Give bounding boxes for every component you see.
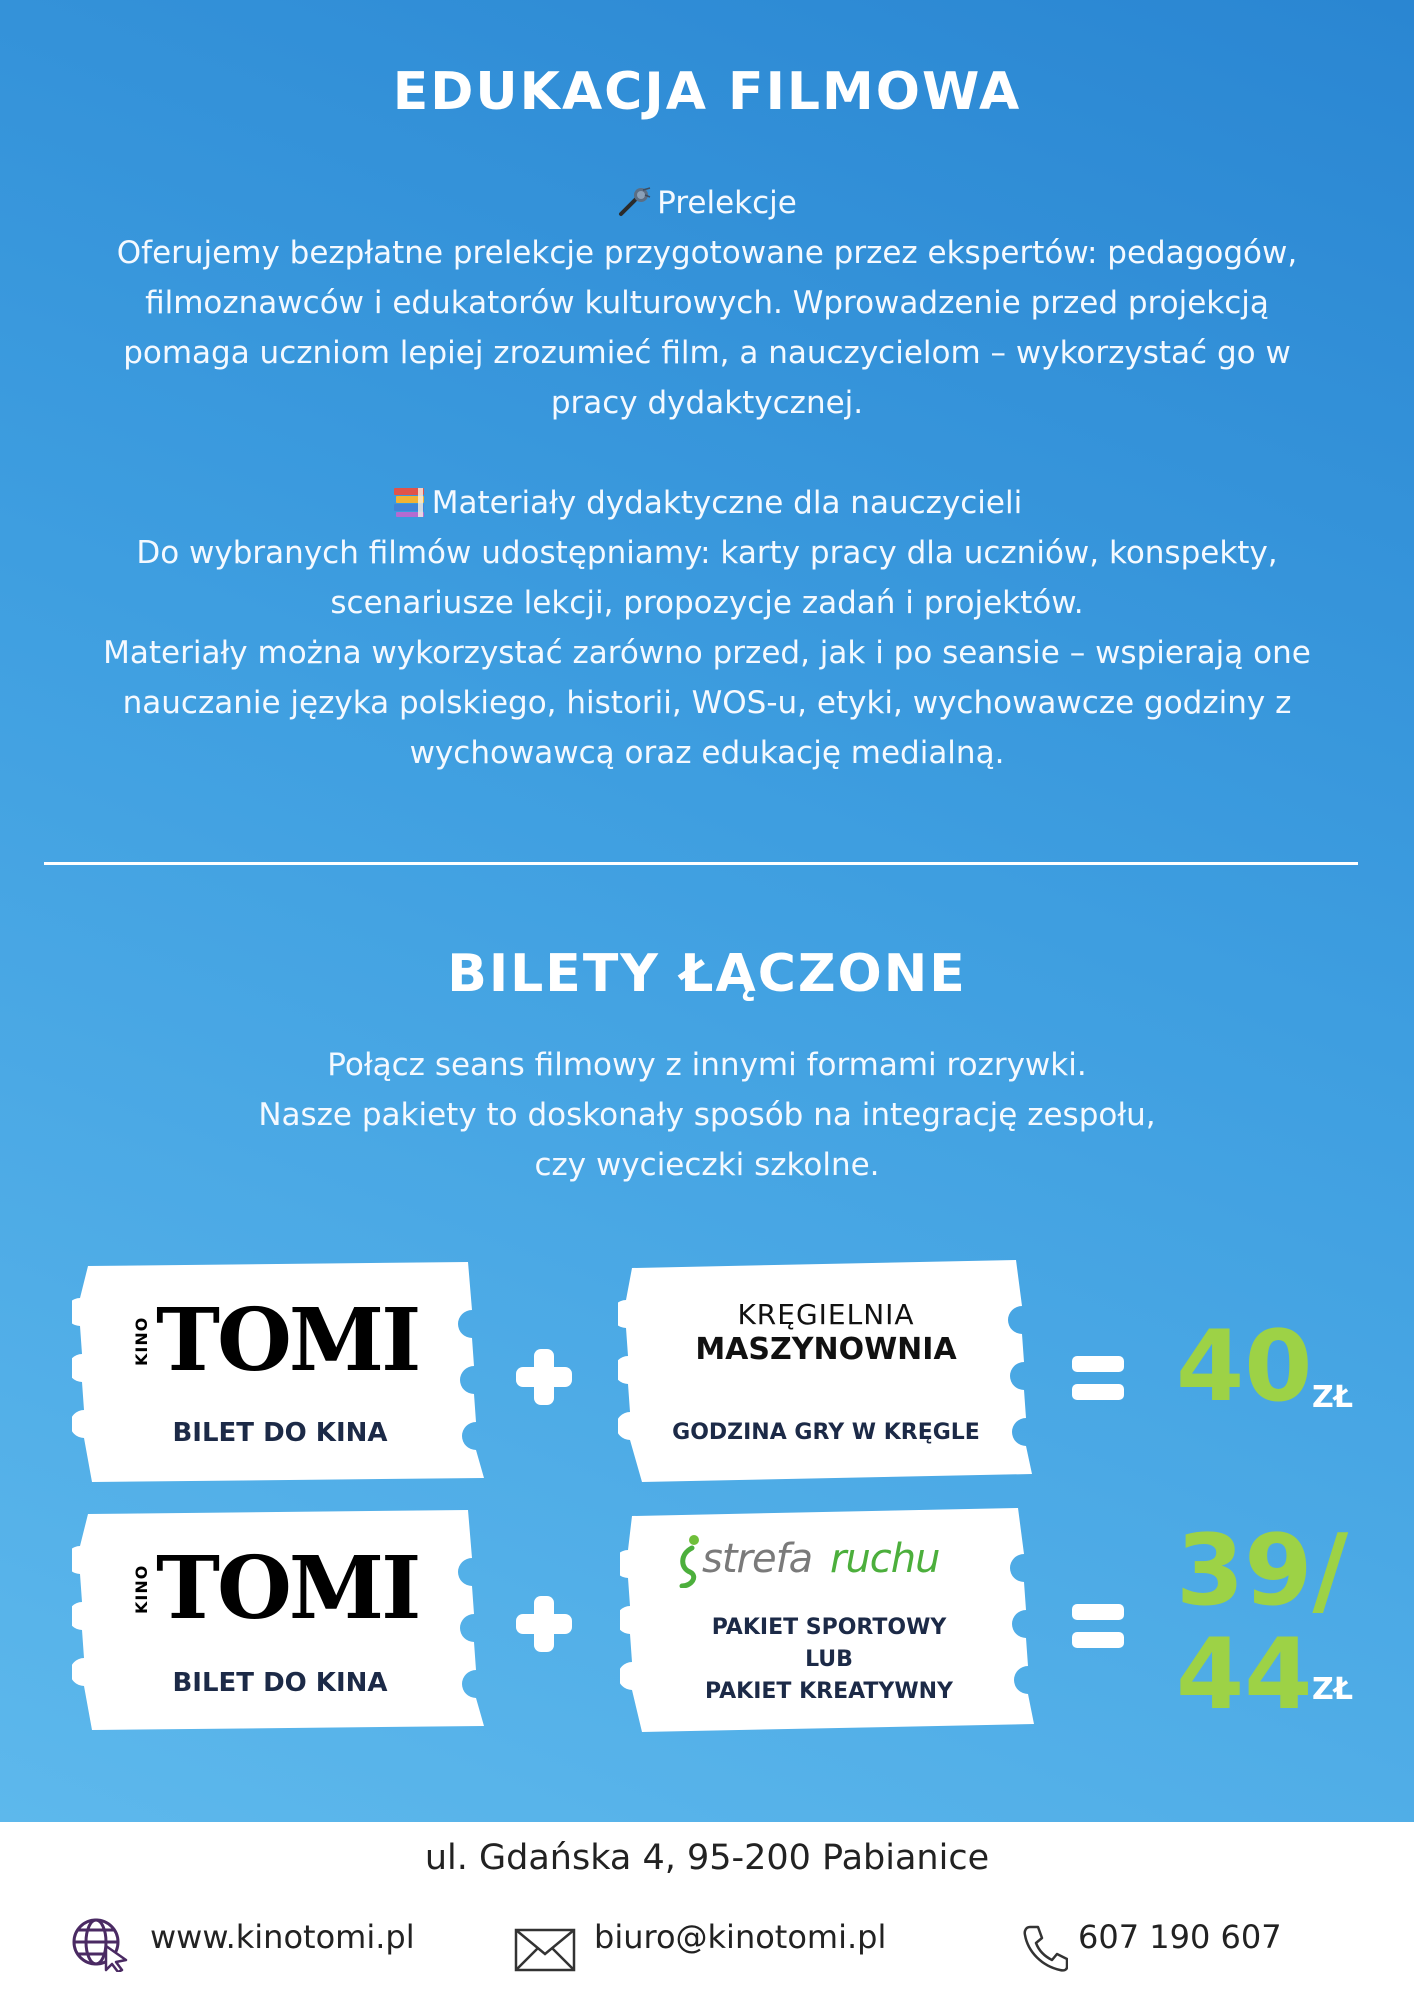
prelekcje-heading: Prelekcje [657,185,797,221]
prelekcje-line: pomaga uczniom lepiej zrozumieć film, a nauczycielom – wykorzystać go w [123,335,1291,371]
plus-icon [514,1594,574,1654]
ticket-caption: GODZINA GRY W KRĘGLE [672,1420,980,1445]
equals-icon [1072,1352,1124,1404]
price-offer-2-line1: 39/ [1176,1514,1349,1628]
prelekcje-heading-row [20,178,1394,228]
tomi-logo-text: TOMI [156,1538,419,1639]
equals-icon [1072,1600,1124,1652]
ticket-kino-offer-2 [72,1510,488,1730]
ticket-caption: BILET DO KINA [172,1668,388,1698]
section-divider [44,862,1358,865]
prelekcje-line: Oferujemy bezpłatne prelekcje przygotowane przez ekspertów: pedagogów, [116,235,1298,271]
ticket-caption [620,1612,1038,1708]
price-offer-1: 40 [1176,1310,1313,1424]
prelekcje-block [20,178,1394,428]
tomi-logo-text: TOMI [156,1290,419,1391]
currency-offer-1: ZŁ [1312,1380,1354,1415]
materialy-block [20,478,1394,778]
strefa-logo-text: strefa [702,1536,813,1582]
bilety-intro-line: Połącz seans filmowy z innymi formami rozrywki. [327,1047,1087,1083]
prelekcje-line: pracy dydaktycznej. [550,385,864,421]
prelekcje-line: filmoznawców i edukatorów kulturowych. Wprowadzenie przed projekcją [145,285,1269,321]
materialy-line: wychowawcą oraz edukację medialną. [409,735,1005,771]
footer-address: ul. Gdańska 4, 95-200 Pabianice [424,1838,990,1878]
bilety-intro [20,1040,1394,1190]
materialy-line: nauczanie języka polskiego, historii, WOS-u, etyki, wychowawcze godziny z [122,685,1292,721]
ticket-kregielnia [618,1260,1034,1482]
kino-logo-text: KINO [132,1316,151,1366]
website-link[interactable]: www.kinotomi.pl [150,1918,415,1956]
bilety-intro-line: czy wycieczki szkolne. [534,1147,880,1183]
kregielnia-logo-line1: KRĘGIELNIA [737,1298,915,1331]
bilety-intro-line: Nasze pakiety to doskonały sposób na integrację zespołu, [258,1097,1156,1133]
envelope-icon [514,1928,576,1972]
materialy-heading: Materiały dydaktyczne dla nauczycieli [431,485,1023,521]
materialy-line: Materiały można wykorzystać zarówno przed, jak i po seansie – wspierają one [103,635,1311,671]
section-title-edukacja: EDUKACJA FILMOWA [392,62,1022,122]
plus-icon [514,1347,574,1407]
strefa-ruchu-logo [676,1532,996,1588]
ticket-caption-line: PAKIET KREATYWNY [705,1679,953,1704]
materialy-heading-row [20,478,1394,528]
ticket-caption-line: LUB [805,1647,853,1672]
kregielnia-logo-line2: MASZYNOWNIA [695,1332,957,1367]
price-offer-2-line2: 44 [1176,1618,1313,1732]
phone-link[interactable]: 607 190 607 [1078,1918,1282,1956]
microphone-icon [617,187,651,217]
kino-logo-text: KINO [132,1564,151,1614]
books-icon [392,486,426,518]
materialy-line: scenariusze lekcji, propozycje zadań i projektów. [330,585,1084,621]
ticket-strefa-ruchu [620,1508,1038,1732]
ticket-caption-line: PAKIET SPORTOWY [711,1615,947,1640]
ruchu-logo-text: ruchu [830,1536,940,1582]
materialy-line: Do wybranych filmów udostępniamy: karty pracy dla uczniów, konspekty, [136,535,1278,571]
phone-icon [1022,1924,1068,1972]
globe-icon [70,1916,130,1972]
ticket-kino-offer-1 [72,1262,488,1482]
section-title-bilety: BILETY ŁĄCZONE [447,944,967,1004]
currency-offer-2: ZŁ [1312,1672,1354,1707]
ticket-caption: BILET DO KINA [172,1418,388,1448]
email-link[interactable]: biuro@kinotomi.pl [594,1918,887,1956]
ticket-shape [618,1260,1034,1482]
strefa-figure-icon [676,1534,704,1588]
